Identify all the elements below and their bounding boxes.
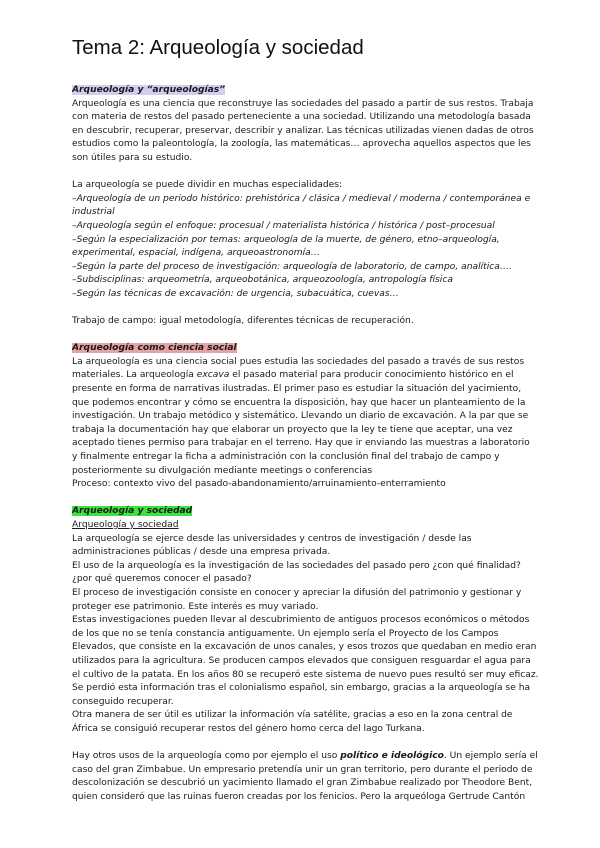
- paragraph-line: El proceso de investigación consiste en conocer y apreciar la difusión del patrimonio y gestionar y: [72, 587, 522, 598]
- paragraph-line: investigación. Un trabajo metódico y sistemático. Llevando un diario de excavación. A la par que se: [72, 411, 529, 422]
- section-heading: [72, 84, 542, 98]
- paragraph-line: La arqueología se puede dividir en muchas especialidades:: [72, 180, 343, 191]
- paragraph-line: aceptado tienes permiso para trabajar en el terreno. Hay que ir enviando las muestras a laboratorio: [72, 438, 530, 449]
- heading-arqueologias: Arqueología y “arqueologías”: [72, 85, 226, 95]
- text-run: Hay otros usos de la arqueología como por ejemplo el uso: [72, 751, 341, 762]
- section-heading: [72, 505, 542, 519]
- paragraph-line: quien consideró que las ruinas fueron creadas por los fenicios. Pero la arqueóloga Gertrude Cantón: [72, 791, 526, 802]
- paragraph-line: Proceso: contexto vivo del pasado-abandonamiento/arruinamiento-enterramiento: [72, 479, 446, 490]
- paragraph-line: y finalmente entregar la ficha a administración con la conclusión final del trabajo de campo y: [72, 452, 500, 463]
- list-item: industrial: [72, 207, 115, 218]
- paragraph-line: [72, 369, 542, 383]
- list-item: experimental, espacial, indígena, arqueoastronomía…: [72, 248, 320, 259]
- paragraph-line: El uso de la arqueología es la investigación de las sociedades del pasado pero ¿con qué finalidad?: [72, 560, 521, 571]
- list-item: –Arqueología de un periodo histórico: prehistórica / clásica / medieval / moderna / contemporánea e: [72, 193, 531, 204]
- heading-ciencia-social: Arqueología como ciencia social: [72, 343, 237, 354]
- paragraph-line: Se perdió esta información tras el colonialismo español, sin embargo, gracias a la arqueología se ha: [72, 683, 531, 694]
- document-body: [72, 84, 542, 804]
- list-item: –Subdisciplinas: arqueometría, arqueobotánica, arqueozoología, antropología física: [72, 275, 453, 286]
- paragraph-line: de los que no se tenía constancia antiguamente. Un ejemplo sería el Proyecto de los Campos: [72, 628, 499, 639]
- paragraph-line: La arqueología se ejerce desde las universidades y centros de investigación / desde las: [72, 533, 472, 544]
- paragraph-line: utilizados para la agricultura. Se producen campos elevados que consiguen resguardar el agua para: [72, 655, 531, 666]
- paragraph-line: son útiles para su estudio.: [72, 152, 193, 163]
- paragraph-line: descolonización se descubrió un yacimiento llamado el gran Zimbabue realizado por Theodore Bent,: [72, 778, 533, 789]
- text-run: . Un ejemplo sería el: [443, 751, 538, 762]
- text-run: materiales. La arqueología: [72, 370, 197, 381]
- paragraph-line: conseguido recuperar.: [72, 696, 174, 707]
- paragraph-line: Arqueología es una ciencia que reconstruye las sociedades del pasado a partir de sus restos. Trabaja: [72, 98, 534, 109]
- paragraph-line: en descubrir, recuperar, preservar, describir y analizar. Las técnicas utilizadas vienen dadas de otros: [72, 125, 534, 136]
- paragraph-line: posteriormente su divulgación mediante meetings o conferencias: [72, 465, 373, 476]
- text-run-italic: excava: [196, 370, 230, 381]
- paragraph-line: caso del gran Zimbabue. Un empresario pretendía unir un gran territorio, pero durante el periodo de: [72, 764, 533, 775]
- paragraph-line: proteger ese patrimonio. Este interés es muy variado.: [72, 601, 319, 612]
- paragraph-line: La arqueología es una ciencia social pues estudia las sociedades del pasado a través de sus restos: [72, 356, 525, 367]
- paragraph-line: [72, 750, 542, 764]
- paragraph-line: trabaja la documentación hay que elaborar un proyecto que la ley te tiene que aceptar, una vez: [72, 424, 513, 435]
- paragraph-line: estudios como la paleontología, la zoología, las matemáticas… aprovecha aquellos aspectos que les: [72, 139, 531, 150]
- paragraph-line: con materia de restos del pasado perteneciente a una sociedad. Utilizando una metodología basada: [72, 112, 531, 123]
- text-run-bold-italic: político e ideológico: [340, 751, 444, 762]
- paragraph-line: Estas investigaciones pueden llevar al descubrimiento de antiguos procesos económicos o métodos: [72, 615, 530, 626]
- heading-arqueologia-sociedad: Arqueología y sociedad: [72, 506, 193, 517]
- page-title: Tema 2: Arqueología y sociedad: [72, 36, 364, 59]
- list-item: –Según la especialización por temas: arqueología de la muerte, de género, etno–arqueología,: [72, 234, 500, 245]
- list-item: –Arqueología según el enfoque: procesual / materialista histórica / histórica / post–procesual: [72, 220, 495, 231]
- paragraph-line: ¿por qué queremos conocer el pasado?: [72, 574, 252, 585]
- paragraph-line: Trabajo de campo: igual metodología, diferentes técnicas de recuperación.: [72, 316, 414, 327]
- paragraph-line: presente en forma de narrativas ilustradas. El primer paso es estudiar la situación del yacimiento,: [72, 384, 522, 395]
- list-item: –Según las técnicas de excavación: de urgencia, subacuática, cuevas…: [72, 288, 399, 299]
- text-run: el pasado material para producir conocimiento histórico en el: [229, 370, 514, 381]
- subheading: Arqueología y sociedad: [72, 520, 179, 530]
- paragraph-line: administraciones públicas / desde una empresa privada.: [72, 547, 331, 558]
- paragraph-line: el cultivo de la patata. En los años 80 se recuperó este sistema de nuevo pues resultó ser muy eficaz.: [72, 669, 539, 680]
- paragraph-line: Otra manera de ser útil es utilizar la información vía satélite, gracias a eso en la zona central de: [72, 710, 513, 721]
- paragraph-line: Elevados, que consiste en la excavación de unos canales, y esos trozos que quedaban en medio eran: [72, 642, 537, 653]
- list-item: –Según la parte del proceso de investigación: arqueología de laboratorio, de campo, analítica….: [72, 261, 512, 272]
- section-heading: [72, 342, 542, 356]
- paragraph-line: África se consiguió recuperar restos del género homo cerca del lago Turkana.: [72, 723, 425, 734]
- paragraph-line: que podemos encontrar y cómo se encuentra la disposición, hay que hacer un planteamiento de la: [72, 397, 526, 408]
